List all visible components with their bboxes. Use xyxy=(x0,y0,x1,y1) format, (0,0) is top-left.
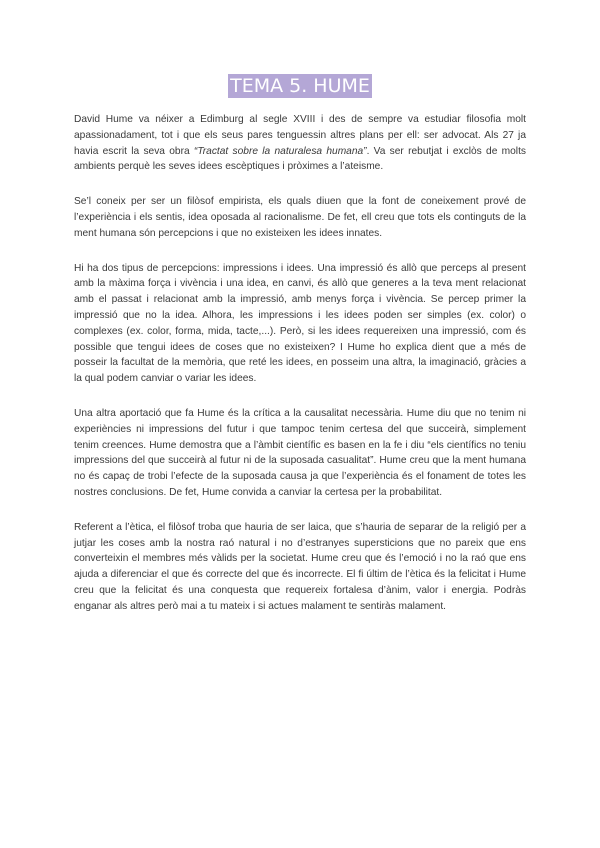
paragraph-text: . Va ser rebutjat i exclòs de molts ambients perquè les seves idees escèptiques i pròximes a l’ateisme. xyxy=(74,145,526,173)
paragraph-text: David Hume va néixer a Edimburg al segle XVIII i des de sempre va estudiar filosofia molt apassionadament, tot i que els seus pares tenguessin altres plans per ell: ser advocat. Als 27 ja havia escrit la seva obra xyxy=(74,114,526,157)
paragraph-perceptions: Hi ha dos tipus de percepcions: impressions i idees. Una impressió és allò que perceps al present amb la màxima força i vivència i una idea, en canvi, és allò que generes a la teva ment relacionat amb el passat i relacionat amb la impressió, amb menys força i vivència. Se percep primer la impressió que no la idea. Alhora, les impressions i les idees poden ser simples (ex. color) o complexes (ex. color, forma, mida, tacte,...). Però, si les idees requereixen una impressió, com és possible que tengui idees de coses que no existeixen? I Hume ho explica dient que a més de posseir la facultat de la memòria, que reté les idees, en posseim una altra, la imaginació, gràcies a la qual podem canviar o variar les idees. xyxy=(74,262,526,385)
paragraph-ethics: Referent a l’ètica, el filòsof troba que hauria de ser laica, que s’hauria de separar de la religió per a jutjar les coses amb la nostra raó natural i no d’estranyes supersticions que no pareix que ens converteixin el membres més vàlids per la societat. Hume creu que és l’emoció i no la raó que ens ajuda a diferenciar el que és correcte del que és incorrecte. El fi últim de l’ètica és la felicitat i Hume creu que la felicitat és una conquesta que requereix fortalesa d’ànim, valor i energia. Podràs enganar als altres però mai a tu mateix i si actues malament te sentiràs malament. xyxy=(74,521,526,612)
paragraph-empiricism: Se’l coneix per ser un filòsof empirista, els quals diuen que la font de coneixement prové de l’experiència i els sentis, idea oposada al racionalisme. De fet, ell creu que tots els continguts de la ment humana són percepcions i que no existeixen les idees innates. xyxy=(74,196,526,239)
document-body xyxy=(74,112,526,634)
paragraph-causality: Una altra aportació que fa Hume és la crítica a la causalitat necessària. Hume diu que no tenim ni experiències ni impressions del futur i que tampoc tenim certesa del que succeirà, simplement tenim creences. Hume demostra que a l’àmbit científic es basen en la fe i diu “els científics no teniu impressions del que succeirà al futur ni de la suposada casualitat”. Hume creu que la ment humana no és capaç de trobi l’efecte de la suposada causa ja que l’experiència és el fonament de totes les nostres conclusions. De fet, Hume convida a canviar la certesa per la probabilitat. xyxy=(74,407,526,498)
page-title: TEMA 5. HUME xyxy=(230,75,370,97)
title-container xyxy=(0,74,600,98)
book-title-italic: “Tractat sobre la naturalesa humana” xyxy=(193,145,367,157)
paragraph-biography xyxy=(74,112,526,175)
